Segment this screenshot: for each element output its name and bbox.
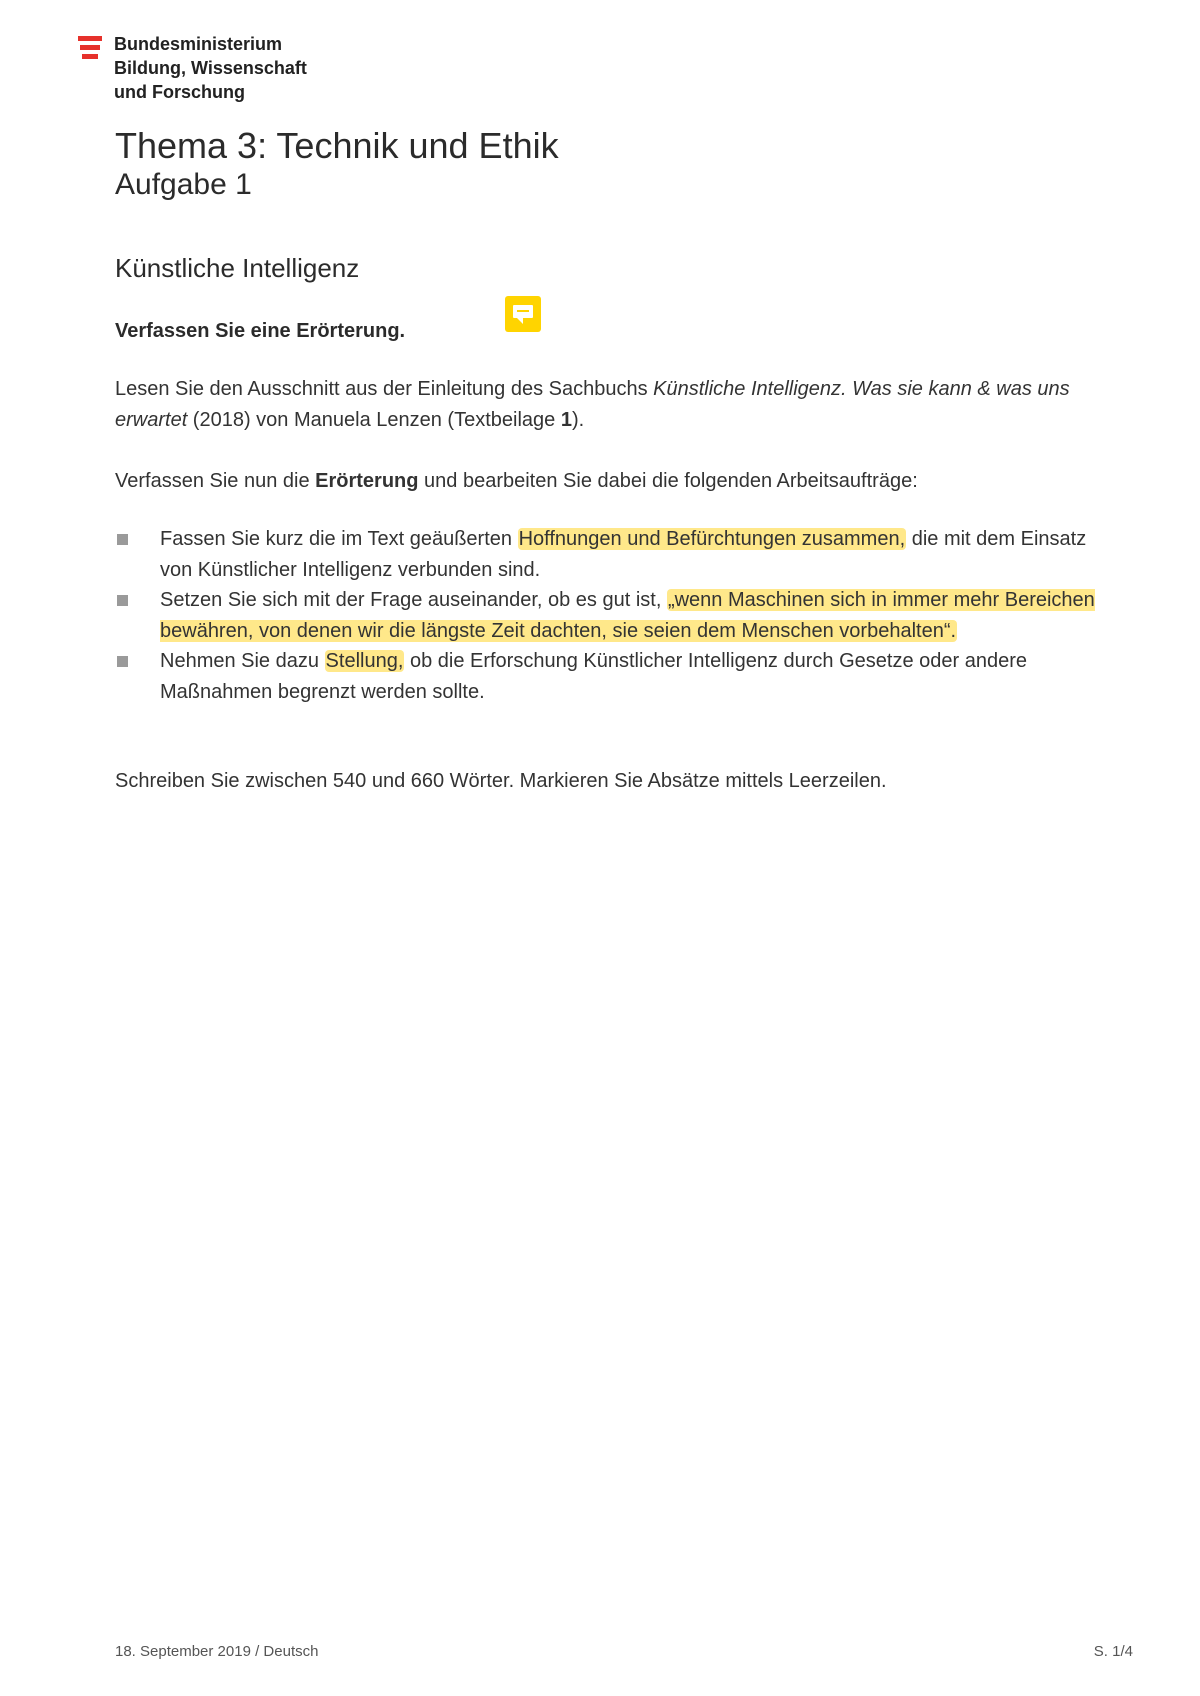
footer-page-number: S. 1/4 <box>1093 1643 1133 1660</box>
task-text: ob die Erforschung Künstlicher Intelligenz durch Gesetze oder andere Maßnahmen begrenzt werden sollte. <box>160 650 1027 703</box>
task-text: Nehmen Sie dazu <box>160 650 325 672</box>
page-title: Thema 3: Technik und Ethik <box>115 125 559 166</box>
logo-line-1: Bundesministerium <box>114 34 283 54</box>
task-intro-bold: Erörterung <box>315 470 419 492</box>
logo-text <box>114 32 307 104</box>
textbeilage-number: 1 <box>560 409 572 431</box>
section-title: Künstliche Intelligenz <box>115 253 360 283</box>
highlight-annotation[interactable]: Stellung, <box>325 650 404 672</box>
intro-text-c: ). <box>571 409 585 431</box>
task-text: Setzen Sie sich mit der Frage auseinander, ob es gut ist, <box>160 589 667 611</box>
bullet-square-icon <box>117 534 128 545</box>
task-intro-a: Verfassen Sie nun die <box>115 470 316 492</box>
word-count-instruction: Schreiben Sie zwischen 540 und 660 Wörter. Markieren Sie Absätze mittels Leerzeilen. <box>115 770 887 792</box>
intro-text-b: (2018) von Manuela Lenzen (Textbeilage <box>187 409 561 431</box>
ministry-logo <box>78 32 307 104</box>
bullet-square-icon <box>117 656 128 667</box>
comment-icon[interactable] <box>505 296 541 332</box>
task-list <box>115 524 1105 707</box>
book-title: Künstliche Intelligenz. Was sie kann & was uns erwartet <box>115 378 1070 431</box>
logo-line-3: und Forschung <box>114 82 245 102</box>
footer-date: 18. September 2019 / Deutsch <box>115 1643 319 1660</box>
task-text: die mit dem Einsatz von Künstlicher Intelligenz verbunden sind. <box>160 528 1087 581</box>
page-subtitle: Aufgabe 1 <box>115 168 252 201</box>
task-item <box>115 524 1105 585</box>
task-item <box>115 585 1105 646</box>
intro-text-a: Lesen Sie den Ausschnitt aus der Einleitung des Sachbuchs <box>115 378 654 400</box>
logo-line-2: Bildung, Wissenschaft <box>114 58 307 78</box>
bullet-square-icon <box>117 595 128 606</box>
task-intro-b: und bearbeiten Sie dabei die folgenden Arbeitsaufträge: <box>418 470 918 492</box>
task-intro-paragraph <box>115 466 1075 497</box>
highlight-annotation[interactable]: Hoffnungen und Befürchtungen zusammen, <box>518 528 906 550</box>
instruction-heading: Verfassen Sie eine Erörterung. <box>115 320 406 342</box>
austria-flag-icon <box>78 36 104 56</box>
task-item <box>115 646 1105 707</box>
task-text: Fassen Sie kurz die im Text geäußerten <box>160 528 518 550</box>
intro-paragraph <box>115 374 1075 436</box>
highlight-annotation[interactable]: „wenn Maschinen sich in immer mehr Bereichen bewähren, von denen wir die längste Zeit dachten, sie seien dem Menschen vorbehalten“. <box>160 589 1095 642</box>
